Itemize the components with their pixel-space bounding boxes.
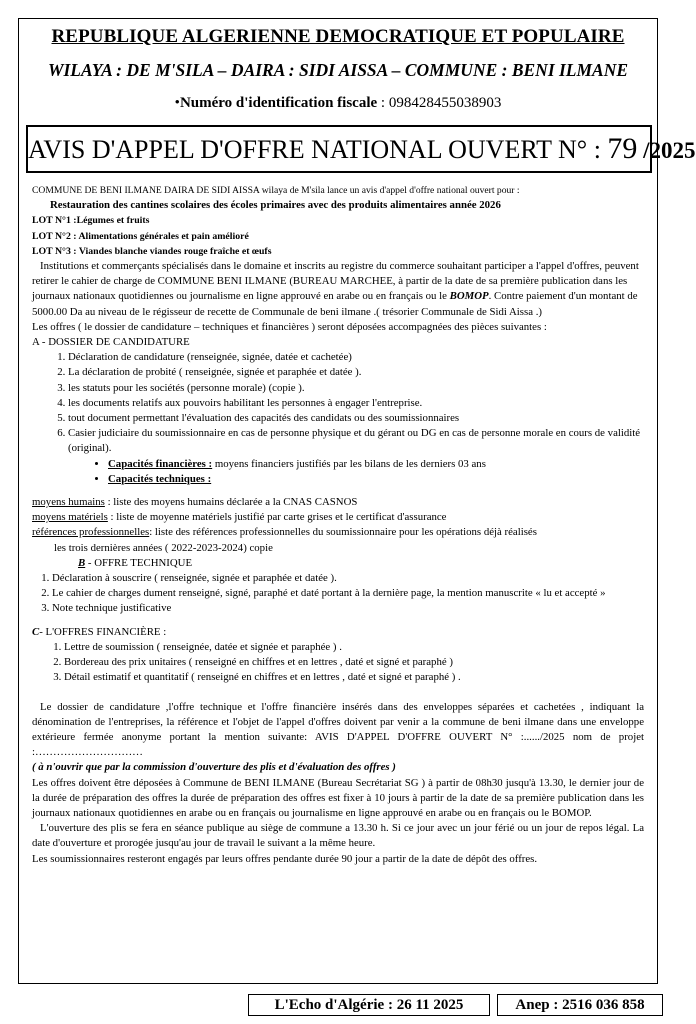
human-resources-text: : liste des moyens humains déclarée a la CNAS CASNOS <box>104 496 358 509</box>
envelopes-paragraph: Le dossier de candidature ,l'offre technique et l'offre financière insérés dans des enveloppes séparées et cachetées , indiquant la dénomination de l'entreprises, la référence et l'objet de l'appel d'offres doivent par venir a la commune de beni ilmane dans une enveloppe extérieure fermée anonyme portant la mention suivante: AVIS D'APPEL D'OFFRE OUVERT N° :....../2025 nom de projet :………………………… <box>32 700 644 759</box>
list-item: 1. Déclaration à souscrire ( renseignée, signée et paraphée et datée ). <box>52 571 644 586</box>
material-resources-line <box>32 510 644 525</box>
commitment-paragraph: Les soumissionnaires resteront engagés par leurs offres pendante durée 90 jour a partir de la date de dépôt des offres. <box>32 852 538 865</box>
references-line-2: les trois dernières années ( 2022-2023-2024) copie <box>54 541 273 554</box>
list-item: 3. Note technique justificative <box>52 601 644 616</box>
list-item: 1. Déclaration de candidature (renseignée, signée, datée et cachetée) <box>68 350 644 365</box>
section-c-list <box>32 640 644 686</box>
list-item: 2. La déclaration de probité ( renseignée, signée et paraphée et datée ). <box>68 365 644 380</box>
fiscal-id-label: Numéro d'identification fiscale <box>179 95 378 111</box>
section-c-letter: C <box>32 625 40 638</box>
notice-body <box>32 183 644 867</box>
tender-number: 79 <box>607 132 638 165</box>
section-a-title: A - DOSSIER DE CANDIDATURE <box>32 336 190 349</box>
human-resources-line <box>32 495 644 510</box>
section-b-title <box>32 556 644 571</box>
anep-reference-box: Anep : 2516 036 858 <box>497 994 663 1016</box>
offers-intro: Les offres ( le dossier de candidature – techniques et financières ) seront déposées accompagnées des pièces suivantes : <box>32 320 547 333</box>
project-object: Restauration des cantines scolaires des écoles primaires avec des produits alimentaires année 2026 <box>50 199 501 212</box>
withdrawal-text-end: . Contre paiement d'un montant de 5000.00 Da au niveau de le régisseur de recette de Communale de beni ilmane .( trésorier Communale de Sidi Aissa .) <box>32 290 638 318</box>
fiscal-id-line <box>0 95 676 112</box>
references-label: références professionnelles <box>32 526 150 539</box>
capacities-list <box>32 457 644 487</box>
section-b-title-text: - OFFRE TECHNIQUE <box>85 556 193 569</box>
list-item: 2. Bordereau des prix unitaires ( renseigné en chiffres et en lettres , daté et signé et paraphé ) <box>64 655 644 670</box>
withdrawal-text: Institutions et commerçants spécialisés dans le domaine et inscrits au registre du commerce souhaitant participer a l'appel d'offres, peuvent retirer le cahier de charge de COMMUNE BENI ILMANE (BUREAU MARCHEE, à partir de la date de sa première publication dans les journaux nationaux quotidiennes ou journalisme en ligne approuvé en arabe ou en français ou le <box>32 260 639 303</box>
intro-line: COMMUNE DE BENI ILMANE DAIRA DE SIDI AISSA wilaya de M'sila lance un avis d'appel d'offre national ouvert pour : <box>32 185 520 196</box>
lot-1: LOT N°1 :Légumes et fruits <box>32 215 150 227</box>
technical-capacity-item <box>108 472 644 487</box>
section-b-letter: B <box>78 556 86 569</box>
financial-capacity-text: moyens financiers justifiés par les bilans de les derniers 03 ans <box>212 457 486 470</box>
tender-year: /2025 <box>637 138 696 163</box>
lot-2: LOT N°2 : Alimentations générales et pain amélioré <box>32 230 249 242</box>
section-a-list <box>32 350 644 456</box>
bomop-label: BOMOP <box>449 290 489 303</box>
financial-capacity-label: Capacités financières : <box>108 457 213 470</box>
human-resources-label: moyens humains <box>32 496 105 509</box>
opening-paragraph: L'ouverture des plis se fera en séance publique au siège de commune a 13.30 h. Si ce jour avec un jour férié ou un jour de repos légal. La date d'ouverture et prorogée jusqu'au jour de travail le suivant a la même heure. <box>32 822 644 850</box>
financial-capacity-item <box>108 457 644 472</box>
references-line <box>32 525 644 540</box>
lot-3: LOT N°3 : Viandes blanche viandes rouge fraîche et œufs <box>32 245 272 257</box>
list-item: 6. Casier judiciaire du soumissionnaire en cas de personne physique et du gérant ou DG en cas de personne morale en cours de validité (original). <box>68 426 644 456</box>
withdrawal-paragraph <box>32 259 644 320</box>
list-item: 3. les statuts pour les sociétés (personne morale) (copie ). <box>68 381 644 396</box>
fiscal-id-bullet: • <box>174 95 180 111</box>
section-b-list <box>32 571 644 617</box>
list-item: 4. les documents relatifs aux pouvoirs habilitant les personnes à engager l'entreprise. <box>68 396 644 411</box>
section-c-title-text: - L'OFFRES FINANCIÈRE : <box>39 625 167 638</box>
fiscal-id-value: : 098428455038903 <box>377 95 502 111</box>
material-resources-label: moyens matériels <box>32 511 108 524</box>
section-c-title <box>32 625 644 640</box>
list-item: 3. Détail estimatif et quantitatif ( renseigné en chiffres et en lettres , daté et signé et paraphé ) . <box>64 670 644 685</box>
tender-title-box <box>26 125 696 173</box>
tender-title-text: AVIS D'APPEL D'OFFRE NATIONAL OUVERT N° : <box>28 135 608 164</box>
material-resources-text: : liste de moyenne matériels justifié par carte grises et le certificat d'assurance <box>107 511 447 524</box>
do-not-open-line: ( à n'ouvrir que par la commission d'ouverture des plis et d'évaluation des offres ) <box>32 761 396 774</box>
technical-capacity-label: Capacités techniques : <box>108 472 212 485</box>
deposit-paragraph: Les offres doivent être déposées à Commune de BENI ILMANE (Bureau Secrétariat SG ) à partir de 08h30 jusqu'à 13.30, le dernier jour de la durée de préparation des offres la durée de préparation des offres est fixer à 10 jours à partir de la date de sa première publication dans les journaux nationaux quotidiennes en arabe ou en français ou journalisme en ligne approuvé en arabe ou en français ou le BOMOP. <box>32 776 644 819</box>
wilaya-line: WILAYA : DE M'SILA – DAIRA : SIDI AISSA – COMMUNE : BENI ILMANE <box>47 60 629 80</box>
references-text: : liste des références professionnelles du soumissionnaire pour les opérations déjà réalisés <box>149 526 537 539</box>
echo-publication-box: L'Echo d'Algérie : 26 11 2025 <box>248 994 490 1016</box>
republic-heading: REPUBLIQUE ALGERIENNE DEMOCRATIQUE ET POPULAIRE <box>51 26 625 47</box>
list-item: 2. Le cahier de charges dument renseigné, signé, paraphé et daté portant à la dernière page, la mention manuscrite « lu et accepté » <box>52 586 644 601</box>
list-item: 5. tout document permettant l'évaluation des capacités des candidats ou des soumissionnaires <box>68 411 644 426</box>
list-item: 1. Lettre de soumission ( renseignée, datée et signée et paraphée ) . <box>64 640 644 655</box>
